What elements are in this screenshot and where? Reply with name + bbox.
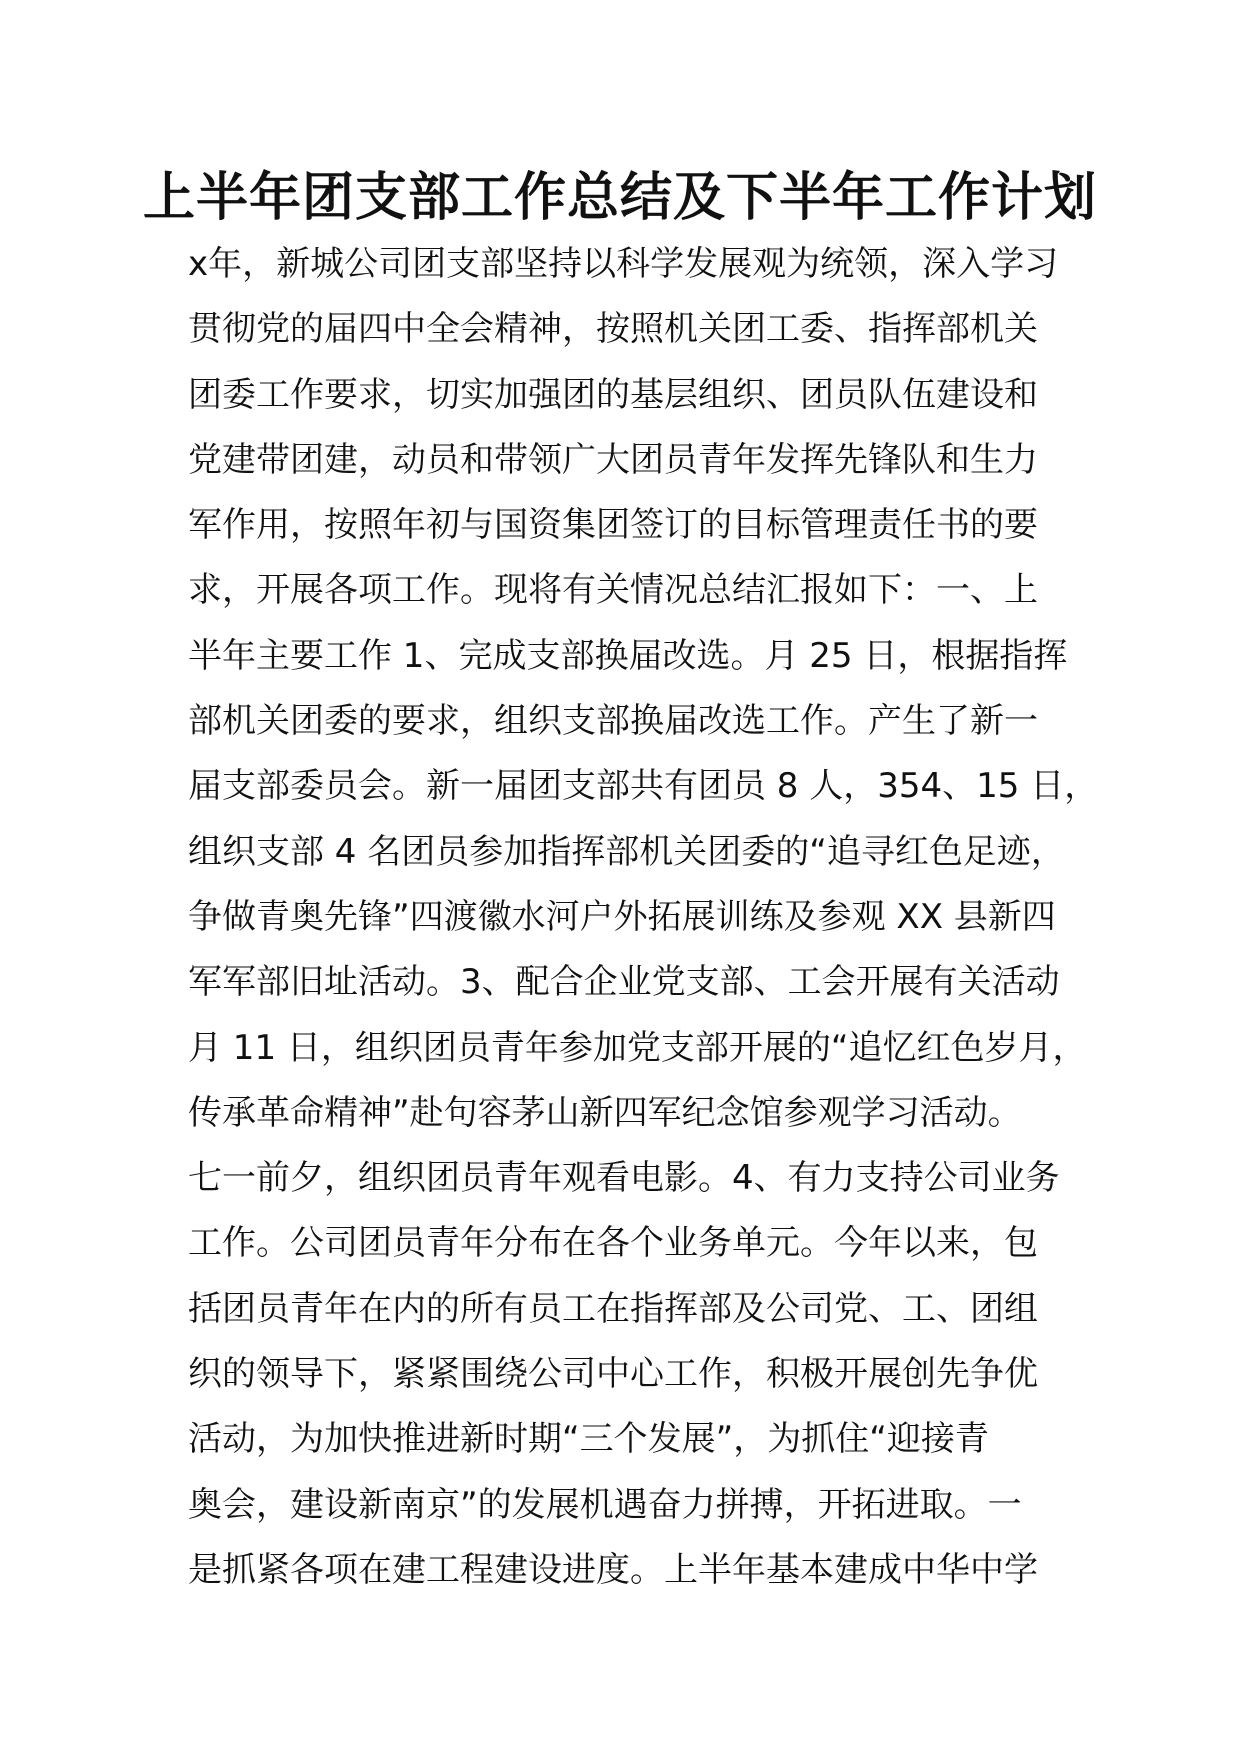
body-line: 组织支部 4 名团员参加指挥部机关团委的“追寻红色足迹， [188, 831, 1065, 872]
body-line: 争做青奥先锋”四渡徽水河户外拓展训练及参观 XX 县新四 [188, 896, 1056, 937]
document-title: 上半年团支部工作总结及下半年工作计划 [142, 168, 1097, 228]
body-line: 军军部旧址活动。3、配合企业党支部、工会开展有关活动 [188, 962, 1060, 1003]
body-line: 奥会，建设新南京”的发展机遇奋力拼搏，开拓进取。一 [188, 1484, 1022, 1525]
body-line: 月 11 日，组织团员青年参加党支部开展的“追忆红色岁月， [188, 1027, 1087, 1068]
body-line: 部机关团委的要求，组织支部换届改选工作。产生了新一 [188, 701, 1038, 742]
body-line: 军作用，按照年初与国资集团签订的目标管理责任书的要 [188, 505, 1038, 546]
body-line: 是抓紧各项在建工程建设进度。上半年基本建成中华中学 [188, 1549, 1038, 1590]
body-line: 织的领导下，紧紧围绕公司中心工作，积极开展创先争优 [188, 1354, 1038, 1395]
body-line: x年，新城公司团支部坚持以科学发展观为统领，深入学习 [188, 244, 1059, 284]
body-line: 党建带团建，动员和带领广大团员青年发挥先锋队和生力 [188, 439, 1038, 480]
body-line: 届支部委员会。新一届团支部共有团员 8 人，354、15 日， [188, 766, 1099, 807]
document-body [188, 232, 1099, 1603]
body-line: 工作。公司团员青年分布在各个业务单元。今年以来，包 [188, 1223, 1038, 1264]
body-line: 求，开展各项工作。现将有关情况总结汇报如下：一、上 [188, 570, 1038, 611]
body-line: 团委工作要求，切实加强团的基层组织、团员队伍建设和 [188, 374, 1038, 415]
body-line: 传承革命精神”赴句容茅山新四军纪念馆参观学习活动。 [188, 1092, 1022, 1133]
body-line: 括团员青年在内的所有员工在指挥部及公司党、工、团组 [188, 1288, 1038, 1329]
body-line: 贯彻党的届四中全会精神，按照机关团工委、指挥部机关 [188, 309, 1038, 350]
body-line: 活动，为加快推进新时期“三个发展”，为抓住“迎接青 [188, 1419, 989, 1460]
body-line: 半年主要工作 1、完成支部换届改选。月 25 日，根据指挥 [188, 635, 1068, 676]
body-line: 七一前夕，组织团员青年观看电影。4、有力支持公司业务 [188, 1158, 1060, 1199]
